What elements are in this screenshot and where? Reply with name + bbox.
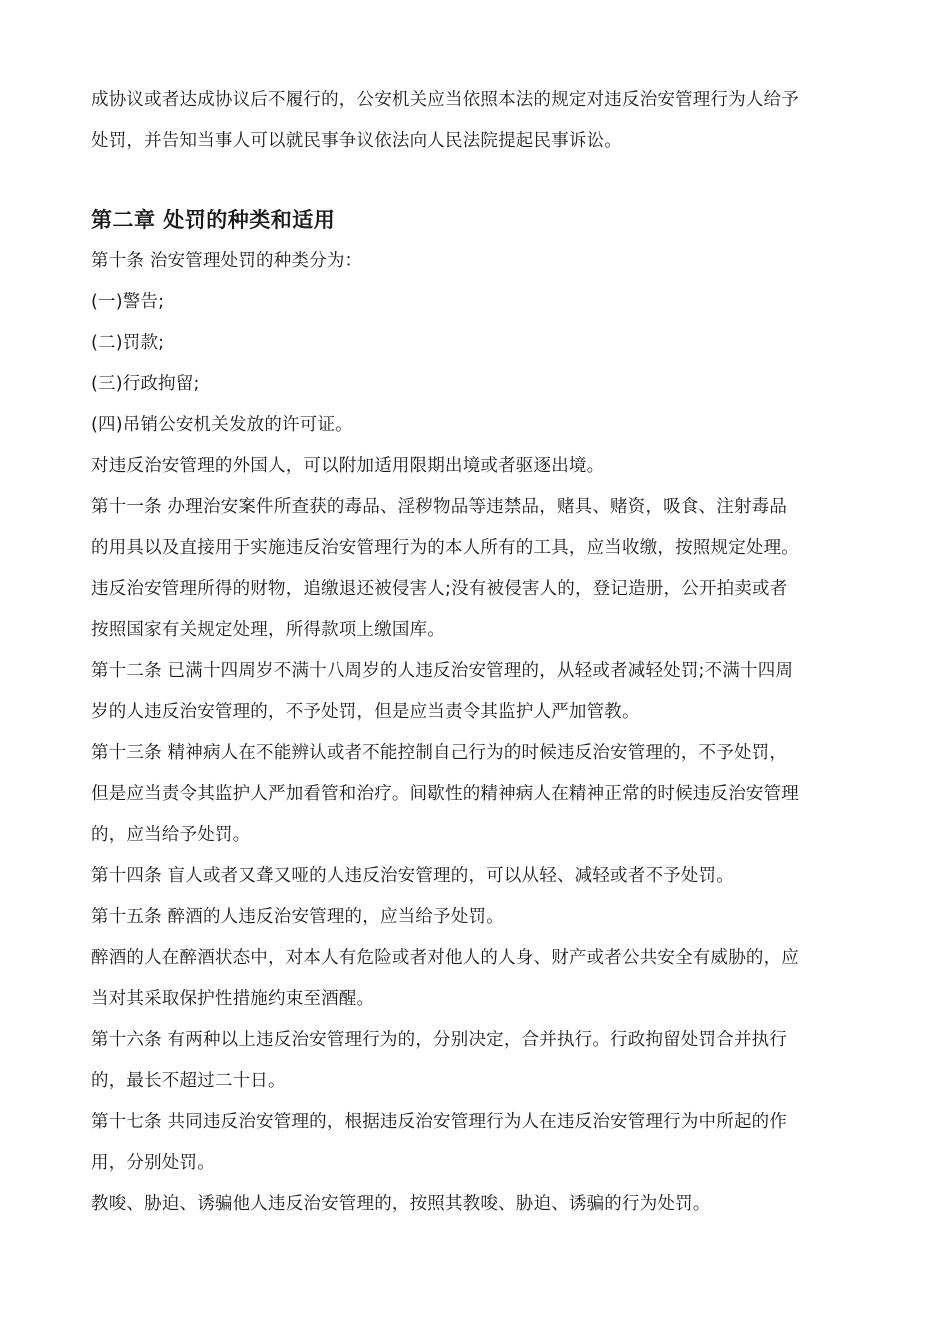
text-line: 第十五条 醉酒的人违反治安管理的，应当给予处罚。 [91, 907, 504, 927]
text-line: 第十四条 盲人或者又聋又哑的人违反治安管理的，可以从轻、减轻或者不予处罚。 [91, 866, 734, 886]
text-line: 的用具以及直接用于实施违反治安管理行为的本人所有的工具，应当收缴，按照规定处理。 [91, 538, 799, 558]
text-line: (四)吊销公安机关发放的许可证。 [91, 415, 353, 435]
text-line: 第十二条 已满十四周岁不满十八周岁的人违反治安管理的，从轻或者减轻处罚;不满十四周 [91, 661, 794, 681]
text-line: 第十七条 共同违反治安管理的，根据违反治安管理行为人在违反治安管理行为中所起的作 [91, 1112, 788, 1132]
text-line: 对违反治安管理的外国人，可以附加适用限期出境或者驱逐出境。 [91, 456, 605, 476]
text-line: 但是应当责令其监护人严加看管和治疗。间歇性的精神病人在精神正常的时候违反治安管理 [91, 784, 799, 804]
text-line: (一)警告; [91, 292, 165, 312]
intro-paragraph [91, 80, 861, 162]
chapter-body [91, 241, 861, 1225]
text-line: 教唆、胁迫、诱骗他人违反治安管理的，按照其教唆、胁迫、诱骗的行为处罚。 [91, 1194, 711, 1214]
text-line: 违反治安管理所得的财物，追缴退还被侵害人;没有被侵害人的，登记造册，公开拍卖或者 [91, 579, 788, 599]
text-line: 的，应当给予处罚。 [91, 825, 251, 845]
text-line: 第十一条 办理治安案件所查获的毒品、淫秽物品等违禁品，赌具、赌资，吸食、注射毒品 [91, 497, 788, 517]
text-line: 当对其采取保护性措施约束至酒醒。 [91, 989, 375, 1009]
text-line: 用，分别处罚。 [91, 1153, 215, 1173]
text-line: (二)罚款; [91, 333, 165, 353]
chapter-title: 第二章 处罚的种类和适用 [91, 208, 336, 232]
text-line: 成协议或者达成协议后不履行的，公安机关应当依照本法的规定对违反治安管理行为人给予 [91, 90, 799, 110]
document-page [91, 80, 861, 1225]
text-line: 的，最长不超过二十日。 [91, 1071, 286, 1091]
text-line: 第十三条 精神病人在不能辨认或者不能控制自己行为的时候违反治安管理的，不予处罚， [91, 743, 788, 763]
text-line: 岁的人违反治安管理的，不予处罚，但是应当责令其监护人严加管教。 [91, 702, 640, 722]
text-line: 第十六条 有两种以上违反治安管理行为的，分别决定，合并执行。行政拘留处罚合并执行 [91, 1030, 788, 1050]
text-line: (三)行政拘留; [91, 374, 200, 394]
text-line: 按照国家有关规定处理，所得款项上缴国库。 [91, 620, 445, 640]
text-line: 醉酒的人在醉酒状态中，对本人有危险或者对他人的人身、财产或者公共安全有威胁的，应 [91, 948, 799, 968]
text-line: 第十条 治安管理处罚的种类分为： [91, 251, 363, 271]
text-line: 处罚，并告知当事人可以就民事争议依法向人民法院提起民事诉讼。 [91, 131, 622, 151]
